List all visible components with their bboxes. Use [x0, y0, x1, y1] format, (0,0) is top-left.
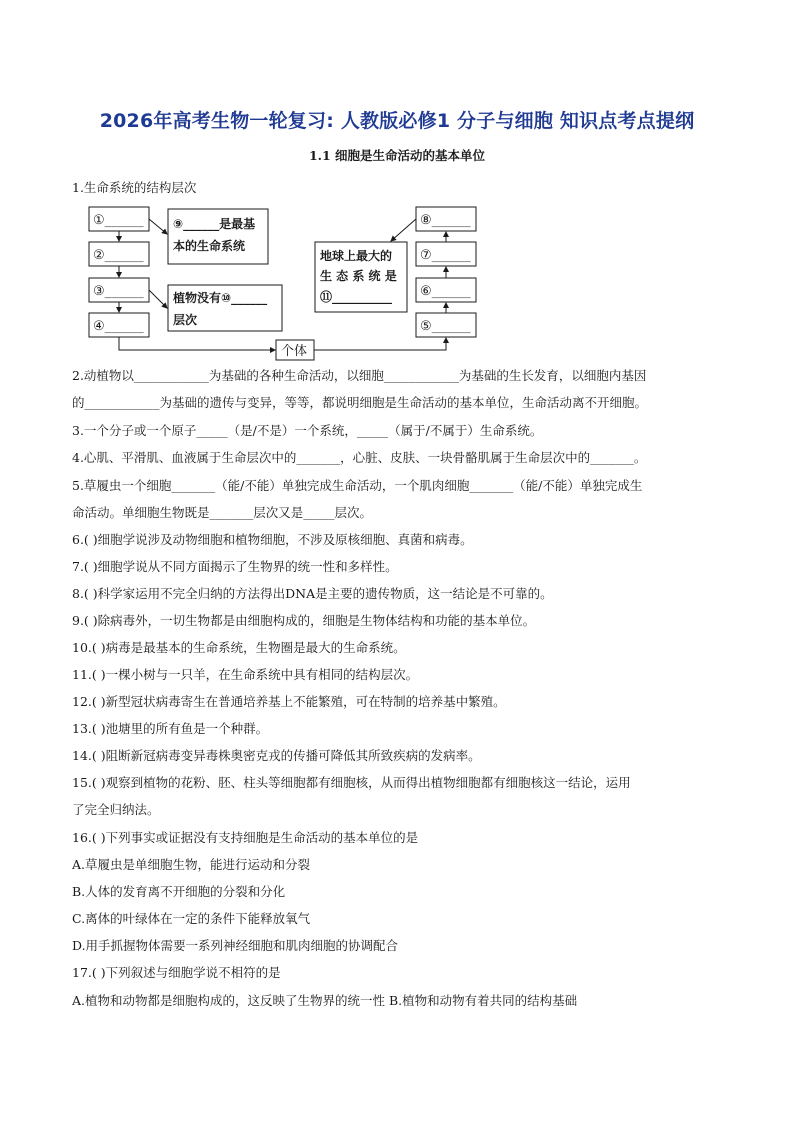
question-10: 10.( )病毒是最基本的生命系统，生物圈是最大的生命系统。 — [72, 640, 406, 655]
section-subtitle: 1.1 细胞是生命活动的基本单位 — [308, 148, 486, 163]
text-line: 2.动植物以____________为基础的各种生命活动，以细胞____________为基础的生长发育，以细胞内基因 — [72, 368, 647, 383]
box-4-label: ④______ — [93, 319, 144, 334]
document-title: 2026年高考生物一轮复习: 人教版必修1 分子与细胞 知识点考点提纲 — [99, 110, 695, 132]
box-3-label: ③______ — [93, 284, 144, 299]
box-1-label: ①______ — [93, 213, 144, 228]
note-9-line-1: ⑨______是最基 — [173, 217, 256, 231]
life-system-diagram — [86, 204, 486, 364]
text-line: 了完全归纳法。 — [72, 802, 160, 817]
box-5-label: ⑤______ — [420, 319, 471, 334]
question-7: 7.( )细胞学说从不同方面揭示了生物界的统一性和多样性。 — [72, 559, 398, 574]
question-17: 17.( )下列叙述与细胞学说不相符的是 — [72, 965, 281, 980]
option-b: B.人体的发育离不开细胞的分裂和分化 — [72, 884, 286, 899]
question-6: 6.( )细胞学说涉及动物细胞和植物细胞，不涉及原核细胞、真菌和病毒。 — [72, 532, 473, 547]
question-13: 13.( )池塘里的所有鱼是一个种群。 — [72, 721, 269, 736]
question-9: 9.( )除病毒外，一切生物都是由细胞构成的，细胞是生物体结构和功能的基本单位。 — [72, 613, 536, 628]
question-15: 15.( )观察到植物的花粉、胚、柱头等细胞都有细胞核，从而得出植物细胞都有细胞核这一结论，运用 — [72, 775, 631, 790]
text-line: 3.一个分子或一个原子_____（是/不是）一个系统，_____（属于/不属于）生命系统。 — [72, 423, 543, 438]
note-10-line-1: 植物没有⑩______ — [173, 291, 268, 305]
question-8: 8.( )科学家运用不完全归纳的方法得出DNA是主要的遗传物质，这一结论是不可靠的。 — [72, 586, 553, 601]
box-6-label: ⑥______ — [420, 284, 471, 299]
text-line: 的____________为基础的遗传与变异，等等，都说明细胞是生命活动的基本单位，生命活动离不开细胞。 — [72, 395, 648, 410]
note-11-line-3: ⑪__________ — [320, 290, 393, 304]
note-11-line-1: 地球上最大的 — [320, 249, 393, 263]
text-line: 5.草履虫一个细胞_______（能/不能）单独完成生命活动，一个肌肉细胞_______（能/不能）单独完成生 — [72, 478, 643, 493]
option-a: A.草履虫是单细胞生物，能进行运动和分裂 — [72, 857, 311, 872]
box-7-label: ⑦______ — [420, 248, 471, 263]
text-line: 命活动。单细胞生物既是_______层次又是_____层次。 — [72, 505, 373, 520]
note-9-line-2: 本的生命系统 — [173, 239, 246, 253]
note-11-line-2: 生 态 系 统 是 — [320, 269, 397, 283]
text-line: 4.心肌、平滑肌、血液属于生命层次中的_______，心脏、皮肤、一块骨骼肌属于生命层次中的_______。 — [72, 450, 647, 465]
box-2-label: ②______ — [93, 248, 144, 263]
box-8-label: ⑧______ — [420, 213, 471, 228]
question-11: 11.( )一棵小树与一只羊，在生命系统中具有相同的结构层次。 — [72, 667, 419, 682]
question-12: 12.( )新型冠状病毒寄生在普通培养基上不能繁殖，可在特制的培养基中繁殖。 — [72, 694, 506, 709]
option-c: C.离体的叶绿体在一定的条件下能释放氧气 — [72, 911, 311, 926]
section-heading: 1.生命系统的结构层次 — [72, 180, 197, 195]
option-ab: A.植物和动物都是细胞构成的，这反映了生物界的统一性 B.植物和动物有着共同的结构基础 — [72, 993, 578, 1008]
option-d: D.用手抓握物体需要一系列神经细胞和肌肉细胞的协调配合 — [72, 938, 399, 953]
note-10-line-2: 层次 — [173, 313, 198, 327]
question-14: 14.( )阻断新冠病毒变异毒株奥密克戎的传播可降低其所致疾病的发病率。 — [72, 748, 481, 763]
individual-label: 个体 — [281, 344, 308, 359]
question-16: 16.( )下列事实或证据没有支持细胞是生命活动的基本单位的是 — [72, 830, 419, 845]
